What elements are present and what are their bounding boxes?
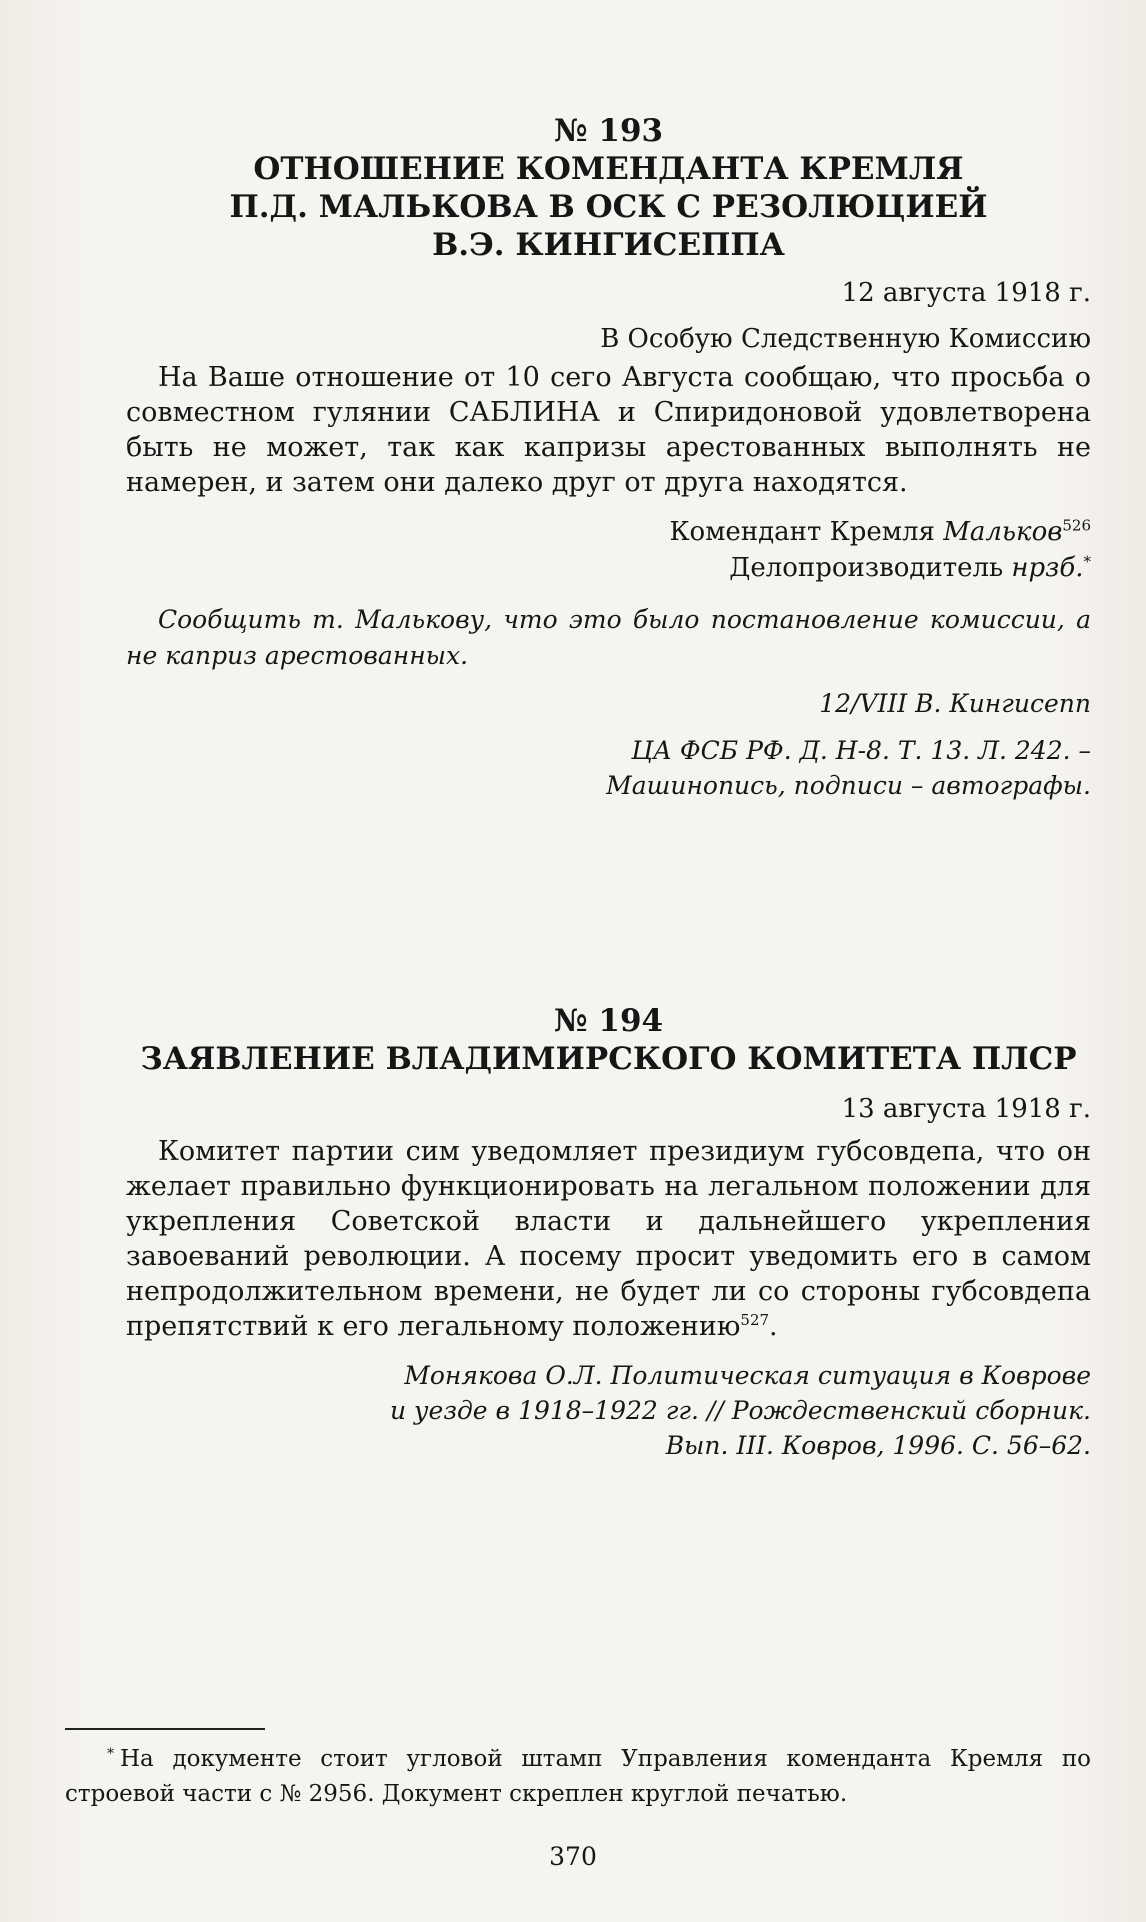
doc193-signature-clerk: [126, 550, 1091, 586]
sig2-name: нрзб.: [1011, 553, 1084, 583]
footnote-ref-526: 526: [1062, 516, 1091, 535]
page-number: 370: [549, 1842, 597, 1871]
doc193-title-line-1: ОТНОШЕНИЕ КОМЕНДАНТА КРЕМЛЯ: [253, 151, 964, 187]
footnote-divider: [65, 1728, 265, 1730]
sig1-name: Мальков: [943, 517, 1063, 547]
doc194-source-line-1: Монякова О.Л. Политическая ситуация в Коврове: [404, 1361, 1091, 1390]
sig2-role: Делопроизводитель: [729, 553, 1004, 583]
doc193-source-line-1: ЦА ФСБ РФ. Д. Н-8. Т. 13. Л. 242. –: [631, 736, 1091, 765]
doc193-number: № 193: [553, 113, 664, 149]
doc193-signature-commandant: [126, 514, 1091, 550]
doc193-addressee: В Особую Следственную Комиссию: [600, 324, 1091, 354]
doc194-source-line-2: и уезде в 1918–1922 гг. // Рождественский сборник.: [389, 1396, 1091, 1425]
footnote-ref-527: 527: [740, 1311, 770, 1329]
document-193: [126, 112, 1091, 803]
footnote: [65, 1743, 1091, 1810]
sig1-role: Комендант Кремля: [669, 517, 935, 547]
doc193-date: 12 августа 1918 г.: [841, 278, 1091, 308]
doc193-resolution-sign: 12/VIII В. Кингисепп: [819, 689, 1091, 718]
doc193-title-line-3: В.Э. КИНГИСЕППА: [432, 227, 785, 263]
doc193-body: На Ваше отношение от 10 сего Августа сообщаю, что просьба о совместном гулянии САБЛИНА и Спиридоновой удовлетворена быть не может, так как капризы арестованных выполнять не намерен, и затем они далеко друг от друга находятся.: [126, 362, 1091, 498]
doc194-number: № 194: [553, 1003, 664, 1039]
footnote-ref-star: *: [1083, 552, 1091, 571]
doc194-body: Комитет партии сим уведомляет президиум губсовдепа, что он желает правильно функционировать на легальном положении для укрепления Советской власти и дальнейшего укрепления завоеваний революции. А посему просит уведомить его в самом непродолжительном времени, не будет ли со стороны губсовдепа препятствий к его легальному положению$^{527}$.: [126, 1136, 1091, 1342]
doc193-title-line-2: П.Д. МАЛЬКОВА В ОСК С РЕЗОЛЮЦИЕЙ: [229, 189, 988, 225]
doc193-resolution: Сообщить т. Малькову, что это было постановление комиссии, а не каприз арестованных.: [126, 605, 1091, 670]
doc194-title: ЗАЯВЛЕНИЕ ВЛАДИМИРСКОГО КОМИТЕТА ПЛСР: [140, 1041, 1077, 1077]
footnote-text: На документе стоит угловой штамп Управления коменданта Кремля по строевой части с № 2956. Документ скреплен круглой печатью.: [65, 1746, 1091, 1807]
doc194-body-text: Комитет партии сим уведомляет президиум губсовдепа, что он желает правильно функционировать на легальном положении для укрепления Советской власти и дальнейшего укрепления завоеваний революции. А посему просит уведомить его в самом непродолжительном времени, не будет ли со стороны губсовдепа препятствий к его легальному положению: [126, 1136, 1091, 1342]
document-194: [126, 1002, 1091, 1463]
doc194-source-line-3: Вып. III. Ковров, 1996. С. 56–62.: [665, 1431, 1091, 1460]
footnote-mark: *: [107, 1746, 114, 1762]
doc193-source-line-2: Машинопись, подписи – автографы.: [606, 771, 1091, 800]
doc194-date: 13 августа 1918 г.: [841, 1094, 1091, 1124]
